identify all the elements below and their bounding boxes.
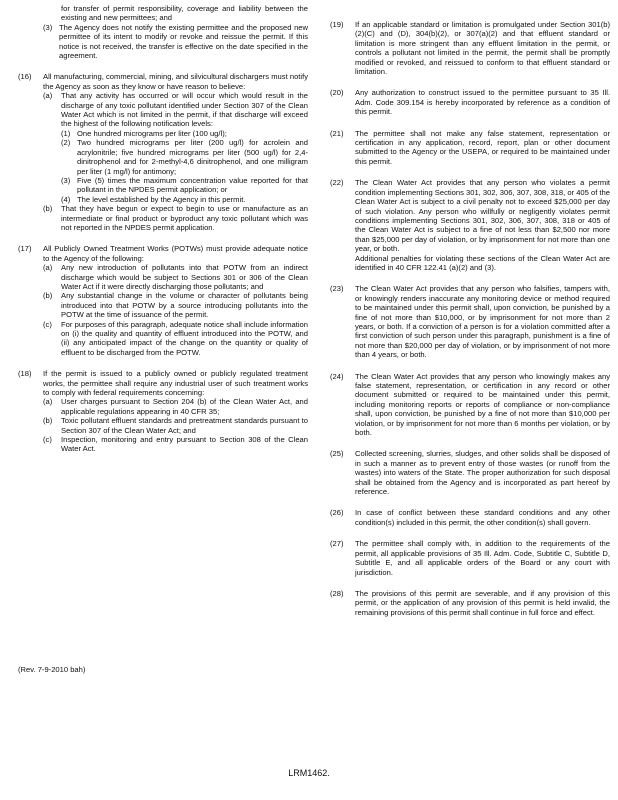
sub-item-b bbox=[43, 291, 308, 319]
sub-text: Any substantial change in the volume or character of pollutants being introduced into that POTW by a source introducing pollutants into the POTW at the time of issuance of the permit. bbox=[61, 291, 308, 320]
paragraph-23 bbox=[330, 284, 610, 359]
sub-text: That they have begun or expect to begin to use or manufacture as an intermediate or final product or byproduct any toxic pollutant which was not reported in the NPDES permit application. bbox=[61, 204, 308, 232]
paragraph-text: If an applicable standard or limitation is promulgated under Section 301(b)(2)(C) and (D), 304(b)(2), or 307(a)(2) and that effluent standard or limitation is more stringent than any effluent limitation in the permit, or controls a pollutant not limited in the permit, the permit shall be promptly modified or revoked, and reissued to conform to that effluent standard or limitation. bbox=[355, 20, 610, 77]
sub-label: (a) bbox=[43, 263, 53, 273]
right-column bbox=[330, 20, 610, 629]
sub-item-b bbox=[43, 416, 308, 435]
sub-text: The Agency does not notify the existing permittee and the proposed new permittee of its intent to modify or revoke and reissue the permit. If this notice is not received, the transfer is effective on the date specified in the agreement. bbox=[59, 22, 308, 61]
paragraph-25 bbox=[330, 449, 610, 496]
paragraph-text: The provisions of this permit are severable, and if any provision of this permit, or the application of any provision of this permit is held invalid, the remaining provisions of this permit shall continue in full force and effect. bbox=[355, 588, 610, 617]
sub-text: That any activity has occurred or will occur which would result in the discharge of any toxic pollutant identified under Section 307 of the Clean Water Act which is not limited in the permit, if that discharge will exceed the highest of the following notification levels: bbox=[61, 91, 308, 129]
paragraph-text: If the permit is issued to a publicly owned or publicly regulated treatment works, the permittee shall require any industrial user of such treatment works to comply with federal requirements concerning: bbox=[43, 369, 308, 398]
paragraph-number: (26) bbox=[330, 508, 344, 518]
sub-text: Five (5) times the maximum concentration value reported for that pollutant in the NPDES permit application; or bbox=[77, 175, 308, 195]
sub-label: (b) bbox=[43, 291, 53, 301]
sub-text: One hundred micrograms per liter (100 ug/l); bbox=[77, 128, 227, 138]
left-column bbox=[18, 4, 308, 466]
paragraph-number: (22) bbox=[330, 178, 344, 188]
paragraph-text: The permittee shall not make any false statement, representation or certification in any application, record, report, plan or other document submitted to the Agency or the USEPA, or required to be maintained under this permit. bbox=[355, 128, 610, 166]
sub-label: (b) bbox=[43, 204, 53, 214]
sub-text: The level established by the Agency in this permit. bbox=[77, 194, 246, 204]
sub-label: (a) bbox=[43, 397, 53, 407]
paragraph-number: (17) bbox=[18, 244, 32, 254]
paragraph-extra: Additional penalties for violating these sections of the Clean Water Act are identified in 40 CFR 122.41 (a)(2) and (3). bbox=[355, 253, 610, 272]
sub-label: (3) bbox=[61, 175, 71, 185]
sub-text: Two hundred micrograms per liter (200 ug/l) for acrolein and acrylonitrile; five hundred micrograms per liter (500 ug/l) for 2,4-dinitrophenol and for 2-methyl-4,6 dinitrophenol, and one milligram per liter (1 mg/l) for antimony; bbox=[77, 138, 308, 176]
paragraph-text: Collected screening, slurries, sludges, and other solids shall be disposed of in such a manner as to prevent entry of those wastes (or runoff from the wastes) into waters of the State. The proper authorization for such disposal shall be obtained from the Agency and is incorporated as part hereof by reference. bbox=[355, 449, 610, 497]
sub-item-a-4 bbox=[61, 195, 308, 204]
paragraph-text: Any authorization to construct issued to the permittee pursuant to 35 Ill. Adm. Code 309.154 is hereby incorporated by reference as a condition of this permit. bbox=[355, 88, 610, 117]
paragraph-number: (27) bbox=[330, 539, 344, 549]
paragraph-text: The permittee shall comply with, in addition to the requirements of the permit, all applicable provisions of 35 Ill. Adm. Code, Subtitle C, Subtitle D, Subtitle E, and all applicable orders of the Board or any court with jurisdiction. bbox=[355, 539, 610, 577]
sub-text: Toxic pollutant effluent standards and pretreatment standards pursuant to Section 307 of the Clean Water Act; and bbox=[61, 416, 308, 435]
sub-item-b bbox=[43, 204, 308, 232]
sub-item-c bbox=[43, 320, 308, 358]
paragraph-18 bbox=[18, 369, 308, 454]
sub-item-a bbox=[43, 397, 308, 416]
paragraph-21 bbox=[330, 129, 610, 167]
paragraph-19 bbox=[330, 20, 610, 76]
paragraph-28 bbox=[330, 589, 610, 617]
sub-label: (2) bbox=[61, 138, 71, 148]
sub-text: For purposes of this paragraph, adequate notice shall include information on (i) the quality and quantity of effluent introduced into the POTW, and (ii) any anticipated impact of the change on the quantity or quality of effluent to be discharged from the POTW. bbox=[61, 319, 308, 357]
sub-label: (a) bbox=[43, 91, 53, 101]
sub-label: (4) bbox=[61, 194, 71, 204]
sub-text: Any new introduction of pollutants into that POTW from an indirect discharge which would be subject to Sections 301 or 306 of the Clean Water Act if it were directly discharging those pollutants; and bbox=[61, 263, 308, 291]
paragraph-number: (28) bbox=[330, 588, 344, 598]
sub-item-a-3 bbox=[61, 176, 308, 195]
sub-item-c bbox=[43, 435, 308, 454]
sub-item-a-2 bbox=[61, 138, 308, 176]
sub-label: (3) bbox=[43, 22, 53, 32]
paragraph-text: All manufacturing, commercial, mining, and silvicultural dischargers must notify the Agency as soon as they know or have reason to believe: bbox=[43, 72, 308, 91]
paragraph-number: (21) bbox=[330, 128, 344, 138]
top-continuation: for transfer of permit responsibility, coverage and liability between the existing and new permittees; and bbox=[61, 4, 308, 23]
paragraph-text: The Clean Water Act provides that any person who falsifies, tampers with, or knowingly renders inaccurate any monitoring device or method required to be maintained under this permit shall, upon conviction, be punished by a fine of not more than $10,000, or by imprisonment for not more than 2 years, or both. If a conviction of a person is for a violation committed after a first conviction of such person under this paragraph, punishment is a fine of not more than $20,000 per day of violation, or by imprisonment of not more than 4 years, or both. bbox=[355, 284, 610, 360]
paragraph-27 bbox=[330, 539, 610, 577]
top-sub-3 bbox=[43, 23, 308, 61]
sub-item-a-1 bbox=[61, 129, 308, 138]
paragraph-text: The Clean Water Act provides that any person who violates a permit condition implementing Sections 301, 302, 306, 307, 308, 318, or 405 of the Clean Water Act is subject to a civil penalty not to exceed $25,000 per day of such violation. Any person who willfully or negligently violates permit conditions implementing Sections 301, 302, 306, 307, 308, 318 or 405 of the Clean Water Act is subject to a fine of not less than $2,500 nor more than $25,000 per day of violation, or by imprisonment for not more than one year, or both. bbox=[355, 178, 610, 254]
paragraph-17 bbox=[18, 244, 308, 357]
paragraph-16 bbox=[18, 72, 308, 232]
paragraph-text: In case of conflict between these standard conditions and any other condition(s) included in this permit, the other condition(s) shall govern. bbox=[355, 508, 610, 527]
sub-text: Inspection, monitoring and entry pursuant to Section 308 of the Clean Water Act. bbox=[61, 435, 308, 454]
revision-note: (Rev. 7-9-2010 bah) bbox=[18, 665, 86, 674]
sub-item-a bbox=[43, 263, 308, 291]
sub-label: (c) bbox=[43, 319, 52, 329]
paragraph-22 bbox=[330, 178, 610, 272]
sub-item-a bbox=[43, 91, 308, 129]
sub-text: User charges pursuant to Section 204 (b) of the Clean Water Act, and applicable regulations appearing in 40 CFR 35; bbox=[61, 397, 308, 416]
sub-label: (1) bbox=[61, 128, 71, 138]
paragraph-number: (18) bbox=[18, 369, 32, 379]
paragraph-number: (23) bbox=[330, 284, 344, 294]
paragraph-20 bbox=[330, 88, 610, 116]
page-footer-id: LRM1462. bbox=[288, 768, 330, 778]
paragraph-number: (20) bbox=[330, 88, 344, 98]
sub-label: (c) bbox=[43, 435, 52, 445]
paragraph-text: All Publicly Owned Treatment Works (POTWs) must provide adequate notice to the Agency of the following: bbox=[43, 244, 308, 263]
paragraph-number: (25) bbox=[330, 449, 344, 459]
paragraph-number: (24) bbox=[330, 371, 344, 381]
paragraph-number: (19) bbox=[330, 20, 344, 29]
paragraph-text: The Clean Water Act provides that any person who knowingly makes any false statement, representation, or certification in any record or other document submitted or required to be maintained under this permit, including monitoring reports or reports of compliance or non-compliance shall, upon conviction, be punished by a fine of not more than $10,000 per violation, or by imprisonment for not more than 6 months per violation, or by both. bbox=[355, 371, 610, 438]
paragraph-number: (16) bbox=[18, 72, 32, 82]
paragraph-26 bbox=[330, 508, 610, 527]
paragraph-24 bbox=[330, 372, 610, 438]
sub-label: (b) bbox=[43, 416, 53, 426]
